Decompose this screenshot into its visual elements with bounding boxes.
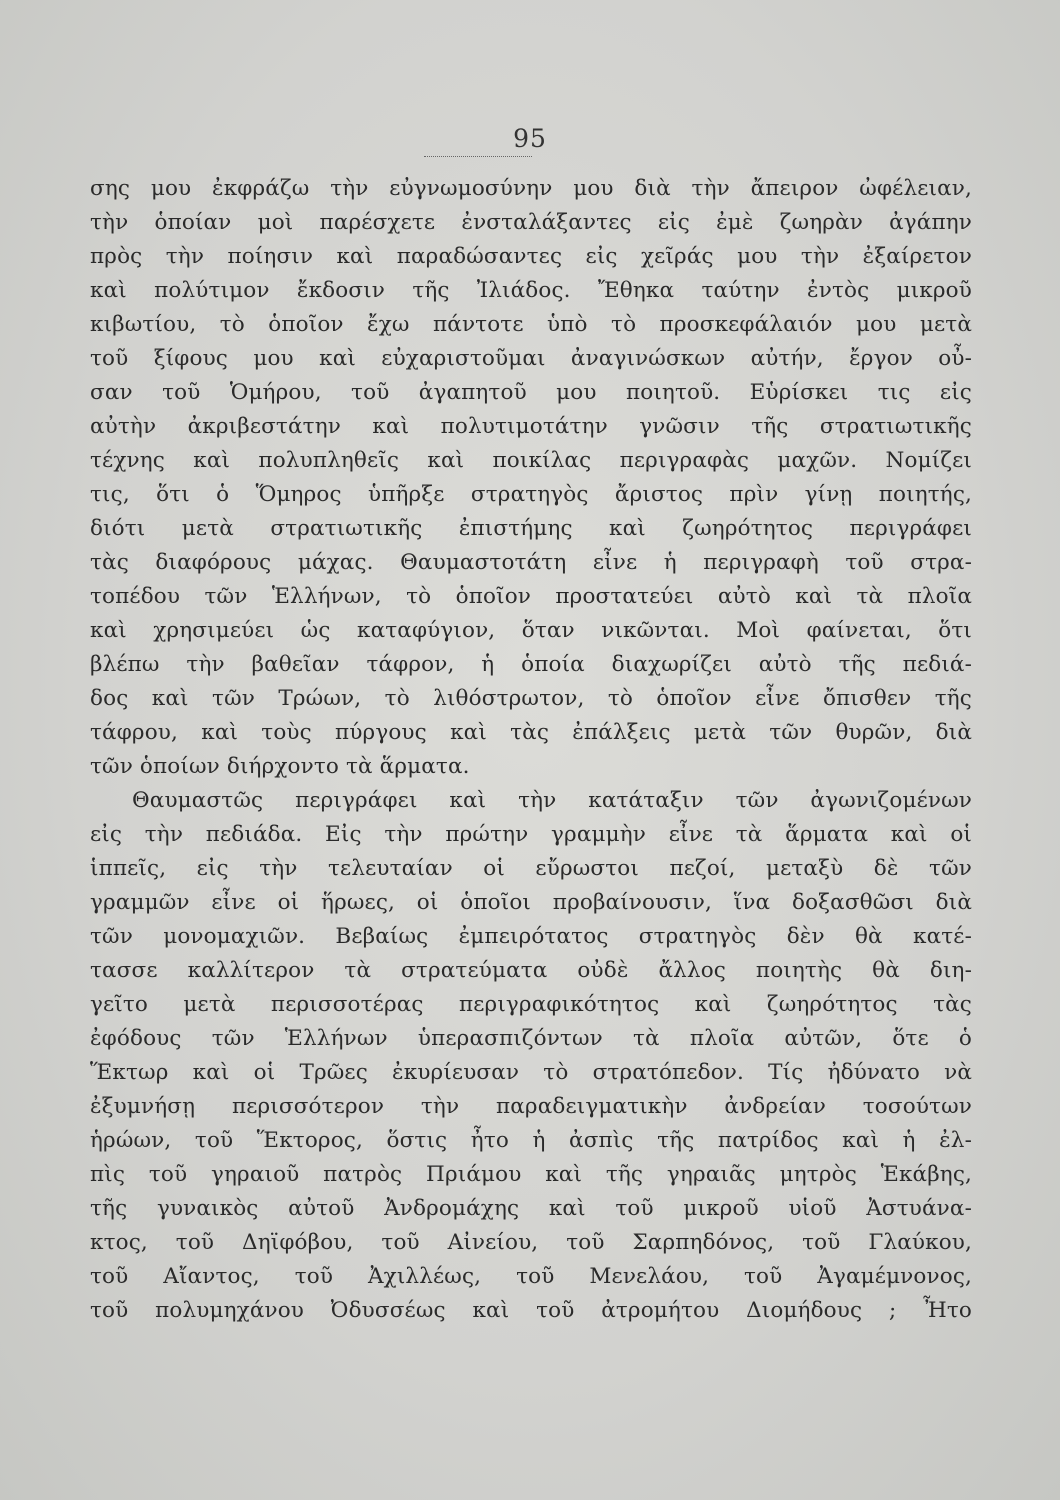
text-line: κιβωτίου, τὸ ὁποῖον ἔχω πάντοτε ὑπὸ τὸ προσκεφάλαιόν μου μετὰ xyxy=(90,312,972,337)
text-line: πὶς τοῦ γηραιοῦ πατρὸς Πριάμου καὶ τῆς γηραιᾶς μητρὸς Ἑκάβης, xyxy=(90,1162,972,1187)
text-line: σης μου ἐκφράζω τὴν εὐγνωμοσύνην μου διὰ τὴν ἄπειρον ὠφέλειαν, xyxy=(90,176,972,201)
text-line: τοῦ Αἴαντος, τοῦ Ἀχιλλέως, τοῦ Μενελάου, τοῦ Ἀγαμέμνονος, xyxy=(90,1264,972,1289)
text-line: γεῖτο μετὰ περισσοτέρας περιγραφικότητος καὶ ζωηρότητος τὰς xyxy=(90,992,972,1017)
text-line: κτος, τοῦ Δηϊφόβου, τοῦ Αἰνείου, τοῦ Σαρπηδόνος, τοῦ Γλαύκου, xyxy=(90,1230,972,1255)
text-line: Ἕκτωρ καὶ οἱ Τρῶες ἐκυρίευσαν τὸ στρατόπεδον. Τίς ἠδύνατο νὰ xyxy=(90,1060,972,1085)
text-line: τὰς διαφόρους μάχας. Θαυμαστοτάτη εἶνε ἡ περιγραφὴ τοῦ στρα- xyxy=(90,550,972,575)
text-line: βλέπω τὴν βαθεῖαν τάφρον, ἡ ὁποία διαχωρίζει αὐτὸ τῆς πεδιά- xyxy=(90,652,972,677)
text-line: τασσε καλλίτερον τὰ στρατεύματα οὐδὲ ἄλλος ποιητὴς θὰ διη- xyxy=(90,958,972,983)
text-line: γραμμῶν εἶνε οἱ ἥρωες, οἱ ὁποῖοι προβαίνουσιν, ἵνα δοξασθῶσι διὰ xyxy=(90,890,972,915)
page-number-rule xyxy=(424,156,532,157)
text-line: τὴν ὁποίαν μοὶ παρέσχετε ἐνσταλάξαντες εἰς ἐμὲ ζωηρὰν ἀγάπην xyxy=(90,210,972,235)
text-line: εἰς τὴν πεδιάδα. Εἰς τὴν πρώτην γραμμὴν εἶνε τὰ ἅρματα καὶ οἱ xyxy=(90,822,972,847)
text-line: πρὸς τὴν ποίησιν καὶ παραδώσαντες εἰς χεῖράς μου τὴν ἐξαίρετον xyxy=(90,244,972,269)
text-line: δος καὶ τῶν Τρώων, τὸ λιθόστρωτον, τὸ ὁποῖον εἶνε ὄπισθεν τῆς xyxy=(90,686,972,711)
body-text xyxy=(90,172,972,1328)
text-line: ἱππεῖς, εἰς τὴν τελευταίαν οἱ εὔρωστοι πεζοί, μεταξὺ δὲ τῶν xyxy=(90,856,972,881)
text-line: ἡρώων, τοῦ Ἕκτορος, ὅστις ἦτο ἡ ἀσπὶς τῆς πατρίδος καὶ ἡ ἐλ- xyxy=(90,1128,972,1153)
text-line: τοῦ ξίφους μου καὶ εὐχαριστοῦμαι ἀναγινώσκων αὐτήν, ἔργον οὖ- xyxy=(90,346,972,371)
text-line: σαν τοῦ Ὁμήρου, τοῦ ἀγαπητοῦ μου ποιητοῦ. Εὑρίσκει τις εἰς xyxy=(90,380,972,405)
text-line: τέχνης καὶ πολυπληθεῖς καὶ ποικίλας περιγραφὰς μαχῶν. Νομίζει xyxy=(90,448,972,473)
text-line: τάφρου, καὶ τοὺς πύργους καὶ τὰς ἐπάλξεις μετὰ τῶν θυρῶν, διὰ xyxy=(90,720,972,745)
text-line: Θαυμαστῶς περιγράφει καὶ τὴν κατάταξιν τῶν ἀγωνιζομένων xyxy=(132,788,972,813)
text-line: τοπέδου τῶν Ἑλλήνων, τὸ ὁποῖον προστατεύει αὐτὸ καὶ τὰ πλοῖα xyxy=(90,584,972,609)
text-line: τοῦ πολυμηχάνου Ὀδυσσέως καὶ τοῦ ἀτρομήτου Διομήδους ; Ἦτο xyxy=(90,1298,972,1323)
text-line: καὶ χρησιμεύει ὡς καταφύγιον, ὅταν νικῶνται. Μοὶ φαίνεται, ὅτι xyxy=(90,618,972,643)
text-line: ἐφόδους τῶν Ἑλλήνων ὑπερασπιζόντων τὰ πλοῖα αὐτῶν, ὅτε ὁ xyxy=(90,1026,972,1051)
text-line: αὐτὴν ἀκριβεστάτην καὶ πολυτιμοτάτην γνῶσιν τῆς στρατιωτικῆς xyxy=(90,414,972,439)
page-number: 95 xyxy=(513,124,547,153)
text-line: τῆς γυναικὸς αὐτοῦ Ἀνδρομάχης καὶ τοῦ μικροῦ υἱοῦ Ἀστυάνα- xyxy=(90,1196,972,1221)
text-line: τις, ὅτι ὁ Ὅμηρος ὑπῆρξε στρατηγὸς ἄριστος πρὶν γίνῃ ποιητής, xyxy=(90,482,972,507)
text-line: καὶ πολύτιμον ἔκδοσιν τῆς Ἰλιάδος. Ἔθηκα ταύτην ἐντὸς μικροῦ xyxy=(90,278,972,303)
text-line: ἐξυμνήσῃ περισσότερον τὴν παραδειγματικὴν ἀνδρείαν τοσούτων xyxy=(90,1094,972,1119)
text-line: τῶν μονομαχιῶν. Βεβαίως ἐμπειρότατος στρατηγὸς δὲν θὰ κατέ- xyxy=(90,924,972,949)
text-line: διότι μετὰ στρατιωτικῆς ἐπιστήμης καὶ ζωηρότητος περιγράφει xyxy=(90,516,972,541)
text-line: τῶν ὁποίων διήρχοντο τὰ ἅρματα. xyxy=(90,754,470,779)
